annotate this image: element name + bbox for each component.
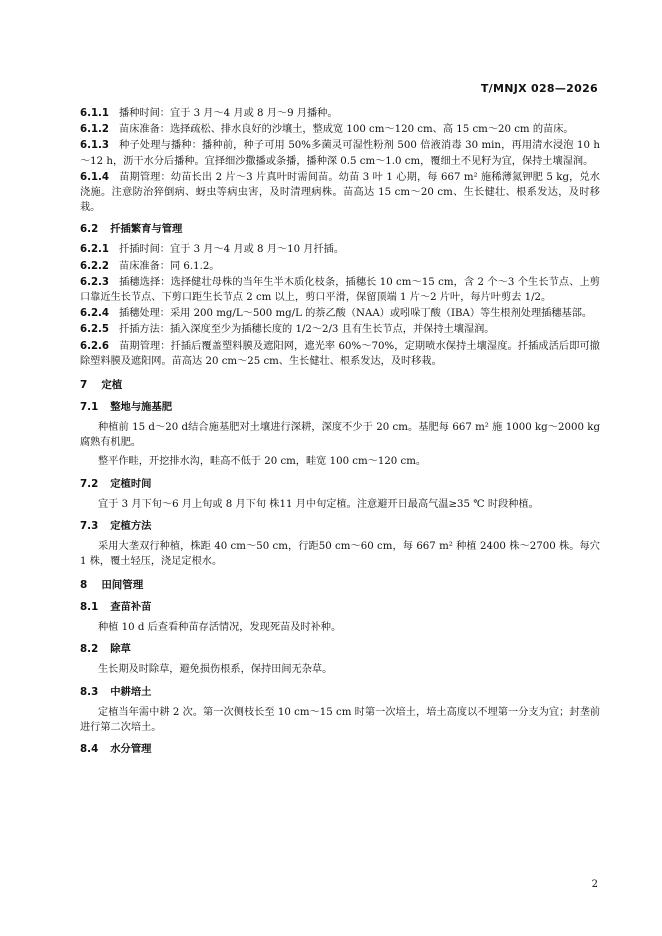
heading-7: 7 定植 xyxy=(80,379,123,392)
paragraph: 整平作畦，开挖排水沟，畦高不低于 20 cm，畦宽 100 cm～120 cm。 xyxy=(98,456,427,468)
heading-7-3: 7.3 定植方法 xyxy=(80,519,152,532)
paragraph: 宜于 3 月下旬～6 月上旬或 8 月下旬 株11 月中旬定植。注意避开日最高气温≥35 ℃ 时段种植。 xyxy=(98,498,539,510)
heading-8-3: 8.3 中耕培土 xyxy=(80,685,152,698)
heading-8: 8 田间管理 xyxy=(80,579,144,592)
document-header: T/MNJX 028—2026 xyxy=(480,82,598,95)
page-number: 2 xyxy=(591,879,598,890)
paragraph: 种植前 15 d～20 d结合施基肥对土壤进行深耕，深度不少于 20 cm。基肥每 667 m² 施 1000 kg～2000 kg腐熟有机肥。 xyxy=(80,422,600,449)
heading-7-1: 7.1 整地与施基肥 xyxy=(80,401,173,414)
clause-6-1-4: 6.1.4 苗期管理：幼苗长出 2 片～3 片真叶时需间苗。幼苗 3 叶 1 心期，每 667 m² 施稀薄氮钾肥 5 kg，兑水浇施。注意防治猝倒病、蚜虫等病虫害，及时清理病株。苗高达 15 cm～20 cm、生长健壮、根系发达，及时移栽。 xyxy=(80,171,600,214)
heading-8-4: 8.4 水分管理 xyxy=(80,743,152,756)
paragraph: 生长期及时除草，避免损伤根系，保持田间无杂草。 xyxy=(98,664,333,676)
clause-6-2-1: 6.2.1 扦插时间：宜于 3 月～4 月或 8 月～10 月扦插。 xyxy=(80,244,345,256)
document-body xyxy=(80,106,600,762)
clause-6-1-2: 6.1.2 苗床准备：选择疏松、排水良好的沙壤土，整成宽 100 cm～120 cm、高 15 cm～20 cm 的苗床。 xyxy=(80,124,574,136)
heading-6-2: 6.2 扦插繁育与管理 xyxy=(80,223,183,236)
clause-6-1-3: 6.1.3 种子处理与播种：播种前，种子可用 50%多菌灵可湿性粉剂 500 倍液消毒 30 min，再用清水浸泡 10 h～12 h，沥干水分后播种。宜择细沙撒播或条播，播种深 0.5 cm～1.0 cm，覆细土不见籽为宜，保持土壤湿润。 xyxy=(80,140,600,167)
paragraph: 定植当年需中耕 2 次。第一次侧枝长至 10 cm～15 cm 时第一次培土，培土高度以不埋第一分支为宜；封垄前进行第二次培土。 xyxy=(80,706,600,733)
clause-6-2-2: 6.2.2 苗床准备：同 6.1.2。 xyxy=(80,260,220,272)
paragraph: 采用大垄双行种植，株距 40 cm～50 cm，行距50 cm～60 cm，每 667 m² 种植 2400 株～2700 株。每穴 1 株，覆土轻压，浇足定根水。 xyxy=(80,540,600,568)
clause-6-1-1: 6.1.1 播种时间：宜于 3 月～4 月或 8 月～9 月播种。 xyxy=(80,108,338,119)
heading-8-1: 8.1 查苗补苗 xyxy=(80,601,152,614)
heading-7-2: 7.2 定植时间 xyxy=(80,477,152,490)
heading-8-2: 8.2 除草 xyxy=(80,643,131,656)
paragraph: 种植 10 d 后查看种苗存活情况，发现死苗及时补种。 xyxy=(98,622,342,634)
clause-6-2-6: 6.2.6 苗期管理：扦插后覆盖塑料膜及遮阳网，遮光率 60%～70%，定期喷水保持土壤湿度。扦插成活后即可撤除塑料膜及遮阳网。苗高达 20 cm～25 cm、生长健壮、根系发达，及时移栽。 xyxy=(80,340,600,367)
clause-6-2-4: 6.2.4 插穗处理：采用 200 mg/L～500 mg/L 的萘乙酸（NAA）或吲哚丁酸（IBA）等生根剂处理插穗基部。 xyxy=(80,308,593,320)
clause-6-2-3: 6.2.3 插穗选择：选择健壮母株的当年生半木质化枝条，插穗长 10 cm～15 cm，含 2 个～3 个生长节点、上剪口靠近生长节点、下剪口距生长节点 2 cm 以上，剪口平滑，保留顶端 1 片～2 片叶，每片叶剪去 1/2。 xyxy=(80,276,600,304)
clause-6-2-5: 6.2.5 扦插方法：插入深度至少为插穗长度的 1/2～2/3 且有生长节点，并保持土壤湿润。 xyxy=(80,324,495,336)
